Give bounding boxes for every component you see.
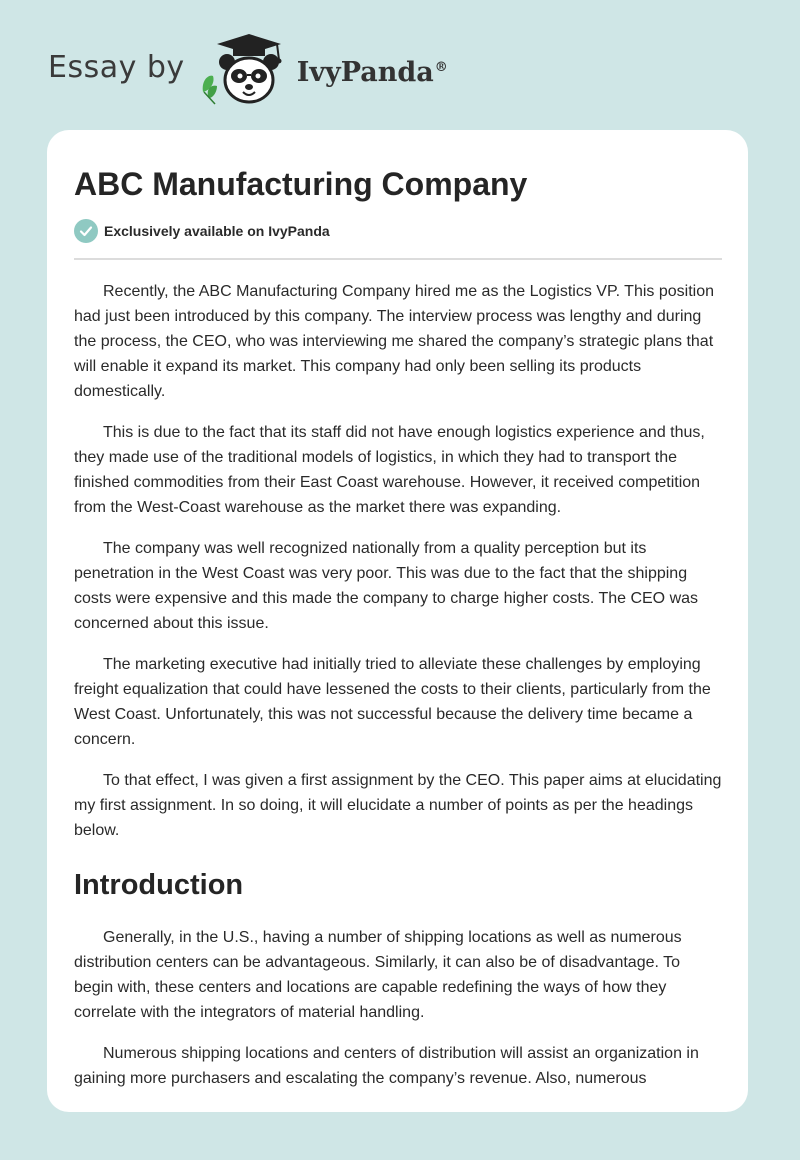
paragraph: Recently, the ABC Manufacturing Company hired me as the Logistics VP. This position had just been introduced by this company. The interview process was lengthy and during the process, the CEO, who was interviewing me shared the company’s strategic plans that will enable it expand its market. This company had only been selling its products domestically. [74, 283, 714, 400]
exclusive-badge [74, 219, 722, 243]
essay-by-label: Essay by [48, 49, 185, 85]
divider [74, 258, 722, 260]
paragraph: The marketing executive had initially tried to alleviate these challenges by employing freight equalization that could have lessened the costs to their clients, particularly from the West Coast. Unfortunately, this was not successful because the delivery time became a concern. [74, 656, 711, 748]
brand-name: IvyPanda® [296, 56, 448, 88]
panda-graduate-icon [199, 30, 291, 110]
article-card [47, 130, 748, 1112]
paragraph: The company was well recognized nationally from a quality perception but its penetration in the West Coast was very poor. This was due to the fact that the shipping costs were expensive and this made the company to charge higher costs. The CEO was concerned about this issue. [74, 540, 699, 632]
paragraph: This is due to the fact that its staff did not have enough logistics experience and thus, they made use of the traditional models of logistics, in which they had to transport the finished commodities from their East Coast warehouse. However, it received competition from the West-Coast warehouse as the market there was expanding. [74, 424, 705, 516]
paragraph: Generally, in the U.S., having a number of shipping locations as well as numerous distribution centers can be advantageous. Similarly, it can also be of disadvantage. To begin with, these centers and locations are capable redefining the ways of how they correlate with the integrators of material handling. [74, 929, 682, 1021]
check-icon [74, 219, 98, 243]
paragraph: Numerous shipping locations and centers of distribution will assist an organization in gaining more purchasers and escalating the company’s revenue. Also, numerous [74, 1045, 699, 1087]
paragraph: To that effect, I was given a first assignment by the CEO. This paper aims at elucidating my first assignment. In so doing, it will elucidate a number of points as per the headings below. [74, 772, 722, 839]
brand-header[interactable] [48, 30, 448, 110]
exclusive-label: Exclusively available on IvyPanda [104, 223, 330, 239]
page-title: ABC Manufacturing Company [74, 166, 528, 202]
section-heading-introduction: Introduction [74, 869, 244, 901]
